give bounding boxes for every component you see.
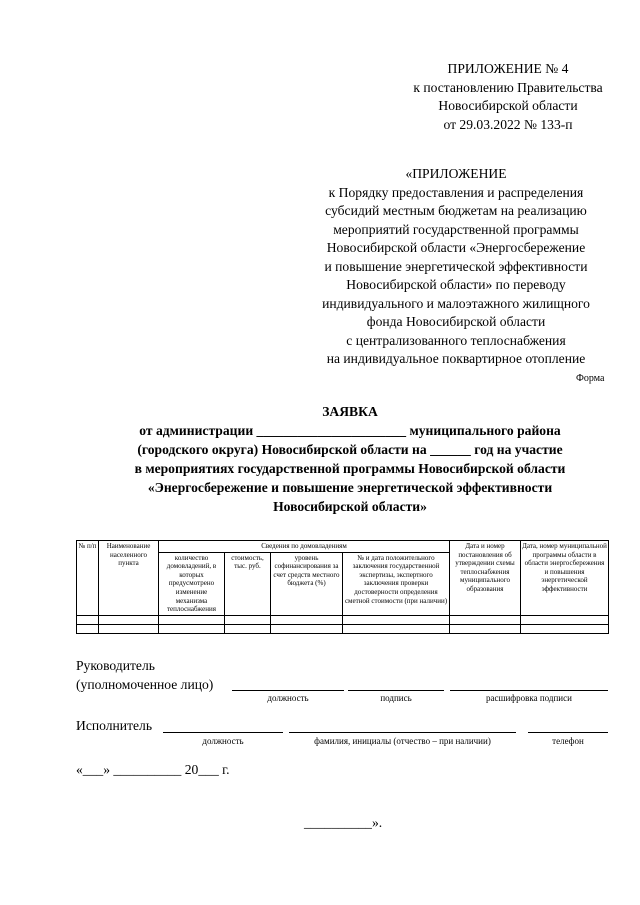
inner-appendix-line: субсидий местным бюджетам на реализацию: [325, 203, 587, 218]
col-settlement-header: Наименование населенного пункта: [99, 541, 159, 616]
inner-appendix-line: «ПРИЛОЖЕНИЕ: [405, 166, 507, 181]
table-cell[interactable]: [225, 615, 271, 624]
appendix-line: от 29.03.2022 № 133-п: [443, 116, 573, 132]
executor-fio-line[interactable]: [289, 732, 516, 733]
table-cell[interactable]: [99, 615, 159, 624]
position-caption: должность: [267, 693, 309, 703]
table-cell[interactable]: [450, 615, 521, 624]
col-cost-header: стоимость, тыс. руб.: [225, 552, 271, 615]
inner-appendix-line: индивидуального и малоэтажного жилищного: [322, 295, 590, 311]
col-program-header: Дата, номер муниципальной программы области в области энергосбережения и повышения энергетической эффективности: [521, 541, 609, 616]
inner-appendix-line: мероприятий государственной программы: [333, 221, 579, 237]
date-line[interactable]: «___» __________ 20___ г.: [76, 762, 230, 777]
inner-appendix-line: фонда Новосибирской области: [366, 314, 546, 329]
appendix-line: Новосибирской области: [438, 98, 578, 113]
executor-position-caption: должность: [202, 736, 244, 746]
executor-fio-caption: фамилия, инициалы (отчество – при наличии): [314, 736, 491, 746]
head-label: Руководитель: [76, 658, 155, 673]
table-cell[interactable]: [159, 615, 225, 624]
table-cell[interactable]: [159, 624, 225, 633]
inner-appendix-line: к Порядку предоставления и распределения: [328, 184, 584, 200]
table-cell[interactable]: [343, 624, 450, 633]
appendix-header: [398, 60, 618, 134]
signature-line[interactable]: [348, 690, 444, 691]
title-line: в мероприятиях государственной программы Новосибирской области: [134, 461, 566, 476]
title-line: Новосибирской области»: [273, 499, 427, 514]
col-households-header: количество домовладений, в которых предусмотрено изменение механизма теплоснабжения: [159, 552, 225, 615]
table-cell[interactable]: [225, 624, 271, 633]
table-cell[interactable]: [450, 624, 521, 633]
table-cell[interactable]: [271, 615, 343, 624]
inner-appendix-line: Новосибирской области» по переводу: [346, 277, 566, 292]
table-cell[interactable]: [77, 624, 99, 633]
table-row: [77, 615, 609, 624]
inner-appendix-line: на индивидуальное поквартирное отопление: [326, 351, 586, 366]
decoding-line[interactable]: [450, 690, 608, 691]
application-table: [76, 540, 609, 634]
form-label: Форма: [576, 373, 605, 384]
col-scheme-header: Дата и номер постановления об утверждении схемы теплоснабжения муниципального образования: [450, 541, 521, 616]
executor-label: Исполнитель: [76, 718, 153, 733]
col-expertise-header: № и дата положительного заключения государственной экспертизы, экспертного заключения проверки достоверности определения сметной стоимости (при наличии): [343, 552, 450, 615]
executor-phone-line[interactable]: [528, 732, 608, 733]
table-cell[interactable]: [521, 624, 609, 633]
table-cell[interactable]: [77, 615, 99, 624]
title-line: от администрации ______________________ муниципального района: [139, 423, 561, 438]
appendix-line: ПРИЛОЖЕНИЕ № 4: [447, 61, 569, 76]
col-cofinancing-header: уровень софинансирования за счет средств местного бюджета (%): [271, 552, 343, 615]
table-cell[interactable]: [343, 615, 450, 624]
title-line: «Энергосбережение и повышение энергетической эффективности: [147, 480, 553, 495]
title-line: (городского округа) Новосибирской области на ______ год на участие: [137, 442, 563, 457]
table-cell[interactable]: [271, 624, 343, 633]
head-label-authorized: (уполномоченное лицо): [76, 677, 214, 692]
inner-appendix-line: и повышение энергетической эффективности: [324, 258, 588, 274]
table-row: [77, 624, 609, 633]
title-heading: ЗАЯВКА: [322, 404, 378, 419]
table-cell[interactable]: [521, 615, 609, 624]
table-header-row: [77, 541, 609, 553]
executor-position-line[interactable]: [163, 732, 283, 733]
closing-mark: __________».: [304, 815, 383, 830]
position-line[interactable]: [232, 690, 344, 691]
signature-caption: подпись: [380, 693, 412, 703]
col-number-header: № п/п: [77, 541, 99, 616]
inner-appendix-line: с централизованного теплоснабжения: [346, 332, 566, 348]
decoding-caption: расшифровка подписи: [486, 693, 572, 703]
table-cell[interactable]: [99, 624, 159, 633]
executor-phone-caption: телефон: [552, 736, 584, 746]
inner-appendix-header: [296, 165, 616, 369]
appendix-line: к постановлению Правительства: [413, 79, 603, 95]
inner-appendix-line: Новосибирской области «Энергосбережение: [326, 240, 586, 255]
col-group-header: Сведения по домовладениям: [159, 541, 450, 553]
application-title: [60, 402, 640, 516]
